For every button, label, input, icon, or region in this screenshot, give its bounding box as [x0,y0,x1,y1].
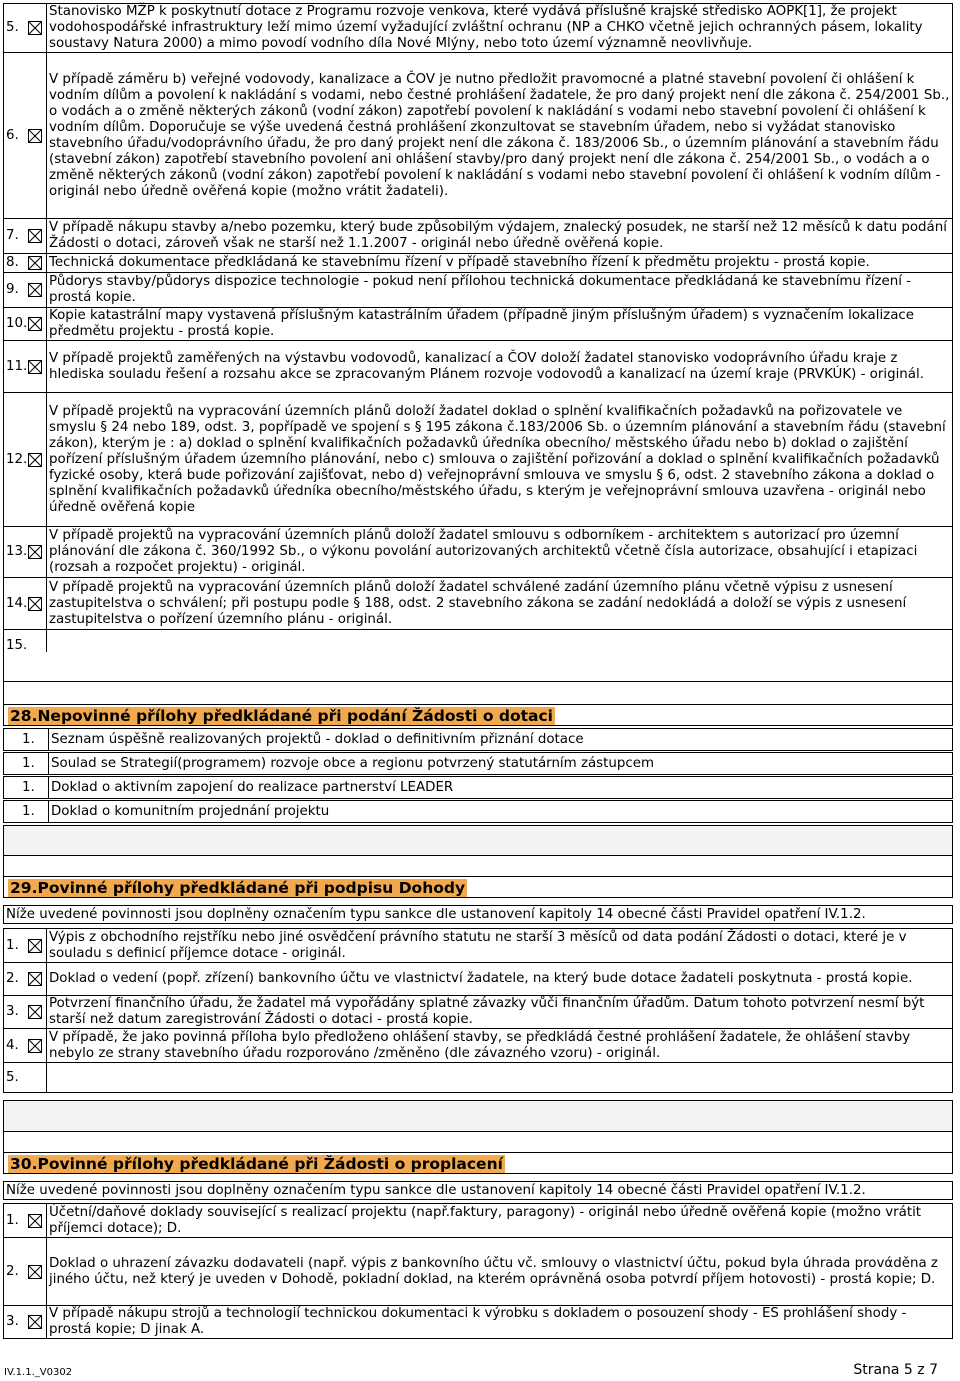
attachment-text: Technická dokumentace předkládaná ke stavebnímu řízení v případě stavebního řízení k předmětu projektu - prostá kopie. [47,254,953,273]
section-30-table [3,1203,953,1339]
attachment-text: V případě nákupu stavby a/nebo pozemku, který bude způsobilým výdajem, znalecký posudek, ne starší než 12 měsíců k datu podání Žádosti o dotaci, zároveň však ne starší než 1.1.2007 - originál nebo úředně ověřená kopie. [47,219,953,254]
cross-mark-icon [29,1316,41,1328]
checked-checkbox[interactable] [28,453,42,467]
row-number: 14. [6,595,28,611]
attachment-row [4,254,953,273]
row-number-cell [4,1238,47,1306]
section-30-heading: 30.Povinné přílohy předkládané při Žádosti o proplacení [10,1155,503,1173]
attachment-text: V případě záměru b) veřejné vodovody, kanalizace a ČOV je nutno předložit pravomocné a platné stavební povolení či ohlášení k vodním dílům a povolení k nakládání s vodami, nebo čestné prohlášení žadatele, že pro daný projekt není dle zákona č. 254/2001 Sb., o vodách a o změně některých zákonů (vodní zákon) zapotřebí povolení k nakládání s vodami nebo stavební povolení či ohlášení k vodním dílům. Doporučuje se výše uvedená čestná prohlášení zkonzultovat se stavebním úřadem, nebo si vyžádat stanovisko stavebního úřadu/vodoprávního úřadu, že pro daný projekt není dle zákona č. 183/2006 Sb., o územním plánování a stavebním řádu (stavební zákon) zapotřebí stavebního povolení ani ohlášení stavby/pro daný projekt není dle zákona č. 254/2001 Sb., o vodách a o změně některých zákonů (vodní zákon) zapotřebí povolení k nakládání s vodami nebo stavební povolení či ohlášení k vodním dílům - originál nebo úředně ověřená kopie (možno vrátit žadateli). [47,53,953,219]
cross-mark-icon [29,1006,41,1018]
section-spacer [3,682,953,704]
form-code: IV.1.1._V0302 [4,1367,73,1378]
row-number: 1. [22,732,35,747]
checked-checkbox[interactable] [28,972,42,986]
section-spacer [3,1132,953,1152]
row-number-cell [4,219,47,254]
cross-mark-icon [29,22,41,34]
row-number: 9. [6,282,19,297]
row-number: 1. [6,937,19,953]
attachment-text: Stanovisko MŽP k poskytnutí dotace z Programu rozvoje venkova, které vydává příslušné krajské středisko AOPK[1], že projekt vodohospodářské infrastruktury leží mimo území vyžadující zvláštní ochranu (NP a CHKO včetně jejich ochranných pásem, lokality soustavy Natura 2000) a mimo povodí vodního díla Nové Mlýny, nebo toto území významně neovlivňuje. [47,4,953,53]
row-number-cell [4,1029,47,1063]
row-number: 2. [6,971,19,986]
row-number-cell [4,53,47,219]
section-29-title [3,876,953,898]
cross-mark-icon [29,1266,41,1278]
cross-mark-icon [29,1040,41,1052]
row-number-cell [4,341,47,393]
attachment-row [4,1306,953,1339]
section-30-title [3,1152,953,1174]
attachment-text: Doklad o komunitním projednání projektu [48,801,329,823]
cross-mark-icon [29,1215,41,1227]
section-spacer [3,652,953,682]
attachment-text: Soulad se Strategií(programem) rozvoje obce a regionu potvrzený statutárním zástupcem [48,753,654,775]
cross-mark-icon [29,318,41,330]
cross-mark-icon [29,973,41,985]
checked-checkbox[interactable] [28,1315,42,1329]
cross-mark-icon [29,284,41,296]
cross-mark-icon [29,230,41,242]
row-number-cell [4,929,47,963]
checked-checkbox[interactable] [28,939,42,953]
row-number: 3. [6,1004,19,1019]
optional-attachment-row [3,800,953,823]
row-number-cell [4,308,47,341]
section-spacer [3,856,953,876]
checked-checkbox[interactable] [28,360,42,374]
attachment-text: Doklad o uhrazení závazku dodavateli (např. výpis z bankovního účtu vč. smlouvy o vlastnictví účtu, pokud byla úhrada provάděna z jiného účtu, než který je uveden v Dohodě, pokladní doklad, na kterém oprávněná osoba potvrdí příjem hotovosti) - prostá kopie; D. [47,1238,953,1306]
attachment-row [4,1063,953,1093]
cross-mark-icon [29,454,41,466]
attachment-text: Potvrzení finančního úřadu, že žadatel má vypořádány splatné závazky vůči finančním úřadům. Datum tohoto potvrzení nesmí být starší než datum zaregistrování Žádosti o dotaci - prostá kopie. [47,996,953,1029]
section-28-title [3,704,953,726]
attachment-text: Doklad o vedení (popř. zřízení) bankovního účtu ve vlastnictví žadatele, na který bude dotace žadateli poskytnuta - prostá kopie. [47,963,953,996]
row-number-cell [4,996,47,1029]
attachment-row [4,929,953,963]
checked-checkbox[interactable] [28,1265,42,1279]
checked-checkbox[interactable] [28,21,42,35]
row-number-cell [4,4,47,53]
row-number: 1. [22,804,35,819]
checked-checkbox[interactable] [28,129,42,143]
page-number: Strana 5 z 7 [853,1362,938,1378]
section-spacer [3,1100,953,1132]
checked-checkbox[interactable] [28,317,42,331]
section-29-heading: 29.Povinné přílohy předkládané při podpisu Dohody [10,879,466,897]
attachment-row [4,1238,953,1306]
cross-mark-icon [29,546,41,558]
row-number-cell [4,963,47,996]
row-number-cell [4,254,47,273]
row-number: 5. [6,1069,19,1085]
row-number: 4. [6,1037,19,1053]
row-number: 12. [6,451,28,467]
row-number-cell [4,393,47,527]
row-number: 2. [6,1263,19,1279]
attachment-row [4,341,953,393]
row-number-cell [4,1306,47,1339]
optional-attachment-row [3,752,953,775]
attachment-text: Doklad o aktivním zapojení do realizace partnerství LEADER [48,777,453,799]
cross-mark-icon [29,598,41,610]
attachment-text: Kopie katastrální mapy vystavená příslušným katastrálním úřadem (případně jiným příslušným úřadem) s vyznačením lokalizace předmětu projektu - prostá kopie. [47,308,953,341]
attachment-text: V případě nákupu strojů a technologií technickou dokumentaci k výrobku s dokladem o posouzení shody - ES prohlášení shody - prostá kopie; D jinak A. [47,1306,953,1339]
row-number-cell [4,273,47,308]
row-number-cell [4,578,47,630]
optional-attachment-row [3,776,953,799]
attachment-text: Půdorys stavby/půdorys dispozice technologie - pokud není přílohou technická dokumentace předkládaná ke stavebnímu řízení - prostá kopie. [47,273,953,308]
section-30-note: Níže uvedené povinnosti jsou doplněny označením typu sankce dle ustanovení kapitoly 14 obecné části Pravidel opatření IV.1.2. [3,1181,953,1200]
checked-checkbox[interactable] [28,283,42,297]
checked-checkbox[interactable] [28,545,42,559]
attachment-row [4,4,953,53]
row-number: 10. [6,316,28,331]
section-spacer [3,825,953,856]
attachment-row [4,1029,953,1063]
cross-mark-icon [29,940,41,952]
attachment-row [4,219,953,254]
row-number-cell [4,527,47,578]
attachment-row [4,1204,953,1238]
optional-attachment-row [3,728,953,751]
row-number-cell [4,1063,47,1093]
attachment-row [4,53,953,219]
checked-checkbox[interactable] [28,1214,42,1228]
required-attachments-table [3,3,953,662]
attachment-row [4,527,953,578]
row-number: 11. [6,358,28,374]
row-number: 13. [6,544,28,559]
attachment-text: V případě projektů zaměřených na výstavbu vodovodů, kanalizací a ČOV doloží žadatel stanovisko vodoprávního úřadu kraje z hlediska souladu řešení a rozsahu akce se zpracovaným Plánem rozvoje vodovodů a kanalizací na území kraje (PRVKÚK) - originál. [47,341,953,393]
checked-checkbox[interactable] [28,229,42,243]
attachment-row [4,393,953,527]
checked-checkbox[interactable] [28,1005,42,1019]
attachment-text: V případě projektů na vypracování územních plánů doloží žadatel doklad o splnění kvalifikačních požadavků na pořizovatele ve smyslu § 24 nebo 189, odst. 3, popřípadě ve spojení s § 195 zákona č.183/2006 Sb. o územním plánování a stavebním řádu (stavební zákon), kterým je : a) doklad o splnění kvalifikačních požadavků úředníka obecního/ městského úřadu nebo b) doklad o zajištění pořízení příslušným úřadem územního plánování, nebo c) smlouva o zajištění pořizování a doklad o splnění kvalifikačních požadavků fyzické osoby, která bude pořizování zajišťovat, nebo d) veřejnoprávní smlouva ve smyslu § 6, odst. 2 stavebního zákona a doklad o splnění kvalifikačních požadavků úředníka obecního/městského úřadu, s kterým je veřejnoprávní smlouva uzavřena - originál nebo úředně ověřená kopie [47,393,953,527]
section-28-heading: 28.Nepovinné přílohy předkládané při podání Žádosti o dotaci [10,707,553,725]
attachment-text: V případě projektů na vypracování územních plánů doloží žadatel smlouvu s odborníkem - architektem s autorizací pro územní plánování dle zákona č. 360/1992 Sb., o výkonu povolání autorizovaných architektů včetně čísla autorizace, obsahující i etapizaci (rozsah a rozpočet projektu) - originál. [47,527,953,578]
attachment-text: Účetní/daňové doklady související s realizací projektu (např.faktury, paragony) - originál nebo úředně ověřená kopie (možno vrátit příjemci dotace); D. [47,1204,953,1238]
cross-mark-icon [29,361,41,373]
row-number: 3. [6,1314,19,1329]
section-29-note: Níže uvedené povinnosti jsou doplněny označením typu sankce dle ustanovení kapitoly 14 obecné části Pravidel opatření IV.1.2. [3,905,953,924]
cross-mark-icon [29,257,41,269]
row-number: 1. [22,756,35,771]
cross-mark-icon [29,130,41,142]
checked-checkbox[interactable] [28,597,42,611]
section-29-table [3,928,953,1093]
attachment-row [4,996,953,1029]
row-number: 1. [22,780,35,795]
row-number: 1. [6,1212,19,1228]
row-number: 15. [6,637,28,653]
checked-checkbox[interactable] [28,1039,42,1053]
attachment-row [4,273,953,308]
attachment-row [4,578,953,630]
row-number: 8. [6,255,19,270]
attachment-text: V případě, že jako povinná příloha bylo předloženo ohlášení stavby, se předkládá čestné prohlášení žadatele, že ohlášení stavby nebylo ze strany stavebního úřadu rozporováno /změněno (dle závazného vzoru) - originál. [47,1029,953,1063]
attachment-text: V případě projektů na vypracování územních plánů doloží žadatel schválené zadání územního plánu včetně výpisu z usnesení zastupitelstva o schválení; při postupu podle § 188, odst. 2 stavebního zákona se zadání nedokládá a doloží se výpis z usnesení zastupitelstva o pořízení územního plánu - originál. [47,578,953,630]
attachment-text: Seznam úspěšně realizovaných projektů - doklad o definitivním přiznání dotace [48,729,584,751]
row-number-cell [4,1204,47,1238]
row-number: 7. [6,228,19,243]
attachment-row [4,963,953,996]
row-number: 6. [6,127,19,143]
attachment-row [4,308,953,341]
checked-checkbox[interactable] [28,256,42,270]
attachment-text: Výpis z obchodního rejstříku nebo jiné osvědčení právního statutu ne starší 3 měsíců od data podání Žádosti o dotaci, které je v souladu s definicí příjemce dotace - originál. [47,929,953,963]
row-number: 5. [6,20,19,35]
attachment-text [47,1063,953,1093]
